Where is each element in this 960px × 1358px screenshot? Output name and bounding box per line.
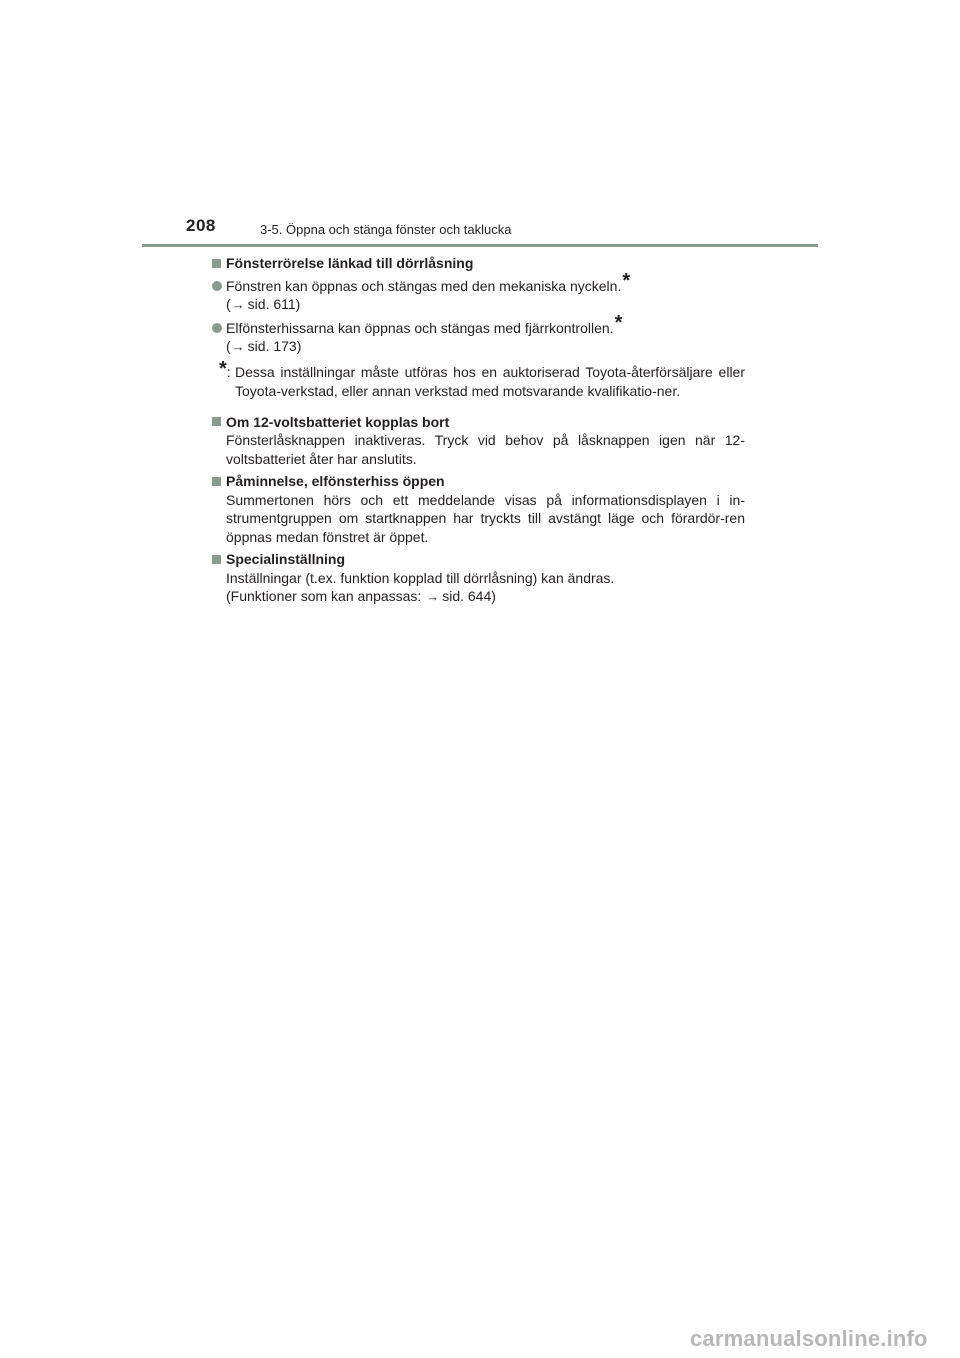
section-heading-text: Om 12-voltsbatteriet kopplas bort [226,413,450,430]
page-reference[interactable]: (→ sid. 611) [226,296,301,312]
page-content [211,254,745,611]
section-customization [211,550,745,607]
section-heading-text: Specialinställning [226,551,346,567]
square-bullet-icon [212,259,221,268]
section-body: Fönsterlåsknappen inaktiveras. Tryck vid behov på låsknappen igen när 12-voltsbatteriet åter har anslutits. [226,432,745,467]
square-bullet-icon [212,555,221,564]
footnote-mark: *: [219,357,231,380]
page-reference[interactable]: (Funktioner som kan anpassas: → sid. 644) [226,588,496,604]
page-number: 208 [186,216,216,235]
arrow-right-icon: → [231,339,245,354]
asterisk-icon: * [622,269,631,292]
square-bullet-icon [212,477,221,486]
section-heading [211,254,745,273]
page-header [0,0,960,250]
asterisk-icon: * [614,311,623,334]
chapter-title: 3-5. Öppna och stänga fönster och taklucka [260,222,512,237]
bullet-text: Fönstren kan öppnas och stängas med den mekaniska nyckeln.* [226,269,631,294]
header-rule [142,244,818,247]
section-battery-disconnect [211,413,745,469]
square-bullet-icon [212,417,221,426]
section-body: Inställningar (t.ex. funktion kopplad till dörrlåsning) kan ändras. [226,569,615,586]
bullet-text: Elfönsterhissarna kan öppnas och stängas med fjärrkontrollen.* [226,311,623,336]
list-item [211,311,745,357]
footnote-text: Dessa inställningar måste utföras hos en auktoriserad Toyota-återförsäljare eller Toyota-verkstad, eller annan verkstad med motsvarande kvalifikatio-ner. [235,363,745,399]
section-heading [211,413,745,432]
watermark: carmanualsonline.info [690,1326,928,1351]
arrow-right-icon: → [231,297,245,312]
page-reference[interactable]: (→ sid. 173) [226,338,302,354]
section-heading-text: Påminnelse, elfönsterhiss öppen [226,473,445,489]
section-window-reminder [211,472,745,546]
section-window-door-lock [211,254,745,401]
section-heading [211,472,745,491]
list-item [211,269,745,315]
arrow-right-icon: → [426,589,440,604]
section-body: Summertonen hörs och ett meddelande visas på informationsdisplayen i in-strumentgruppen om startknappen har tryckts till avstängt läge och förardör-ren öppnas medan fönstret är öppet. [226,491,745,545]
circle-bullet-icon [212,281,222,291]
circle-bullet-icon [212,323,222,333]
section-heading [211,550,745,569]
footnote [211,357,745,401]
section-heading-text: Fönsterrörelse länkad till dörrlåsning [226,255,474,271]
asterisk-icon: * [219,357,227,380]
